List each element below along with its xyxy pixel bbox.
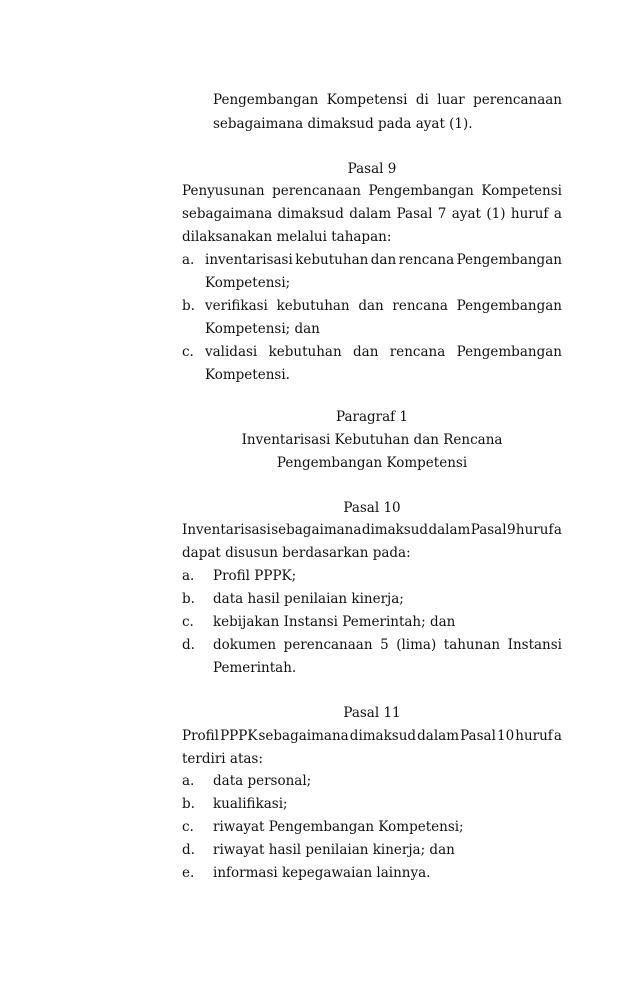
word: ayat bbox=[451, 206, 481, 222]
word: dalam bbox=[428, 522, 471, 538]
word: verifikasi bbox=[205, 298, 268, 314]
word: huruf bbox=[510, 206, 549, 222]
word: 10 bbox=[496, 728, 515, 744]
pasal-11-paragraph-line-2: terdiri atas: bbox=[182, 751, 263, 767]
word: a bbox=[553, 728, 562, 744]
pasal-9-item-a-line-1 bbox=[205, 251, 562, 269]
word: Kompetensi bbox=[481, 183, 562, 199]
word: tahunan bbox=[443, 637, 501, 653]
word: Pengembangan bbox=[456, 344, 562, 360]
word: Profil bbox=[182, 728, 219, 744]
intro-line-2: sebagaimana dimaksud pada ayat (1). bbox=[213, 116, 473, 132]
word: Inventarisasi bbox=[182, 522, 271, 538]
pasal-10-item-b: data hasil penilaian kinerja; bbox=[213, 591, 404, 607]
pasal-9-item-a-line-2: Kompetensi; bbox=[205, 275, 291, 291]
pasal-9-item-b-line-2: Kompetensi; dan bbox=[205, 321, 320, 337]
word: a bbox=[553, 522, 562, 538]
word: dan bbox=[358, 298, 384, 314]
word: inventarisasi bbox=[205, 252, 293, 268]
word: Pengembangan bbox=[213, 92, 319, 108]
pasal-11-heading: Pasal 11 bbox=[343, 705, 401, 721]
word: sebagaimana bbox=[258, 728, 349, 744]
word: a bbox=[553, 206, 562, 222]
word: rencana bbox=[389, 344, 446, 360]
paragraf-1-title-line-1: Inventarisasi Kebutuhan dan Rencana bbox=[241, 432, 503, 448]
word: dalam bbox=[417, 728, 459, 744]
pasal-11-item-a: data personal; bbox=[213, 773, 312, 789]
word: Instansi bbox=[507, 637, 562, 653]
word: luar bbox=[437, 92, 465, 108]
word: Pasal bbox=[460, 728, 496, 744]
pasal-9-paragraph-line-1 bbox=[182, 182, 562, 200]
word: Pengembangan bbox=[456, 252, 562, 268]
word: dan bbox=[353, 344, 379, 360]
intro-line-1 bbox=[213, 91, 562, 109]
word: 9 bbox=[506, 522, 516, 538]
list-marker: a. bbox=[182, 568, 195, 584]
word: kebutuhan bbox=[295, 252, 369, 268]
word: kebutuhan bbox=[268, 344, 342, 360]
pasal-10-item-d-line-2: Pemerintah. bbox=[213, 660, 297, 676]
pasal-9-item-b-line-1 bbox=[205, 297, 562, 315]
word: dimaksud bbox=[277, 206, 344, 222]
word: Pasal bbox=[396, 206, 433, 222]
word: sebagaimana bbox=[271, 522, 362, 538]
word: perencanaan bbox=[272, 183, 361, 199]
word: PPPK bbox=[220, 728, 258, 744]
list-marker: a. bbox=[182, 252, 195, 268]
word: Pengembangan bbox=[456, 298, 562, 314]
pasal-11-paragraph-line-1 bbox=[182, 727, 562, 745]
pasal-10-heading: Pasal 10 bbox=[343, 500, 401, 516]
word: Pasal bbox=[470, 522, 507, 538]
word: Pengembangan bbox=[368, 183, 474, 199]
word: (1) bbox=[486, 206, 506, 222]
pasal-11-item-e: informasi kepegawaian lainnya. bbox=[213, 865, 431, 881]
word: dan bbox=[370, 252, 397, 268]
word: kebutuhan bbox=[276, 298, 350, 314]
word: dimaksud bbox=[349, 728, 417, 744]
list-marker: b. bbox=[182, 298, 195, 314]
word: di bbox=[415, 92, 429, 108]
pasal-11-item-c: riwayat Pengembangan Kompetensi; bbox=[213, 819, 464, 835]
pasal-11-item-b: kualifikasi; bbox=[213, 796, 288, 812]
pasal-9-paragraph-line-2 bbox=[182, 205, 562, 223]
word: huruf bbox=[515, 728, 553, 744]
list-marker: d. bbox=[182, 842, 195, 858]
word: sebagaimana bbox=[182, 206, 273, 222]
list-marker: c. bbox=[182, 344, 194, 360]
word: Penyusunan bbox=[182, 183, 265, 199]
paragraf-1-title-line-2: Pengembangan Kompetensi bbox=[276, 455, 468, 471]
pasal-10-item-a: Profil PPPK; bbox=[213, 568, 297, 584]
pasal-9-paragraph-line-3: dilaksanakan melalui tahapan: bbox=[182, 229, 392, 245]
word: perencanaan bbox=[473, 92, 562, 108]
word: rencana bbox=[398, 252, 455, 268]
list-marker: d. bbox=[182, 637, 195, 653]
pasal-10-item-d-line-1 bbox=[213, 636, 562, 654]
word: dokumen bbox=[213, 637, 277, 653]
word: huruf bbox=[515, 522, 554, 538]
word: validasi bbox=[205, 344, 258, 360]
word: perencanaan bbox=[283, 637, 373, 653]
word: 7 bbox=[437, 206, 447, 222]
pasal-10-item-c: kebijakan Instansi Pemerintah; dan bbox=[213, 614, 456, 630]
list-marker: c. bbox=[182, 614, 194, 630]
pasal-10-paragraph-line-2: dapat disusun berdasarkan pada: bbox=[182, 545, 411, 561]
word: (lima) bbox=[396, 637, 437, 653]
pasal-11-item-d: riwayat hasil penilaian kinerja; dan bbox=[213, 842, 455, 858]
word: Kompetensi bbox=[326, 92, 408, 108]
list-marker: c. bbox=[182, 819, 194, 835]
pasal-9-item-c-line-2: Kompetensi. bbox=[205, 367, 290, 383]
word: dalam bbox=[349, 206, 392, 222]
pasal-10-paragraph-line-1 bbox=[182, 521, 562, 539]
list-marker: e. bbox=[182, 865, 195, 881]
list-marker: a. bbox=[182, 773, 195, 789]
paragraf-1-heading: Paragraf 1 bbox=[335, 409, 409, 425]
word: 5 bbox=[380, 637, 389, 653]
pasal-9-heading: Pasal 9 bbox=[347, 161, 397, 177]
word: dimaksud bbox=[361, 522, 429, 538]
list-marker: b. bbox=[182, 796, 195, 812]
word: rencana bbox=[392, 298, 448, 314]
pasal-9-item-c-line-1 bbox=[205, 343, 562, 361]
list-marker: b. bbox=[182, 591, 195, 607]
